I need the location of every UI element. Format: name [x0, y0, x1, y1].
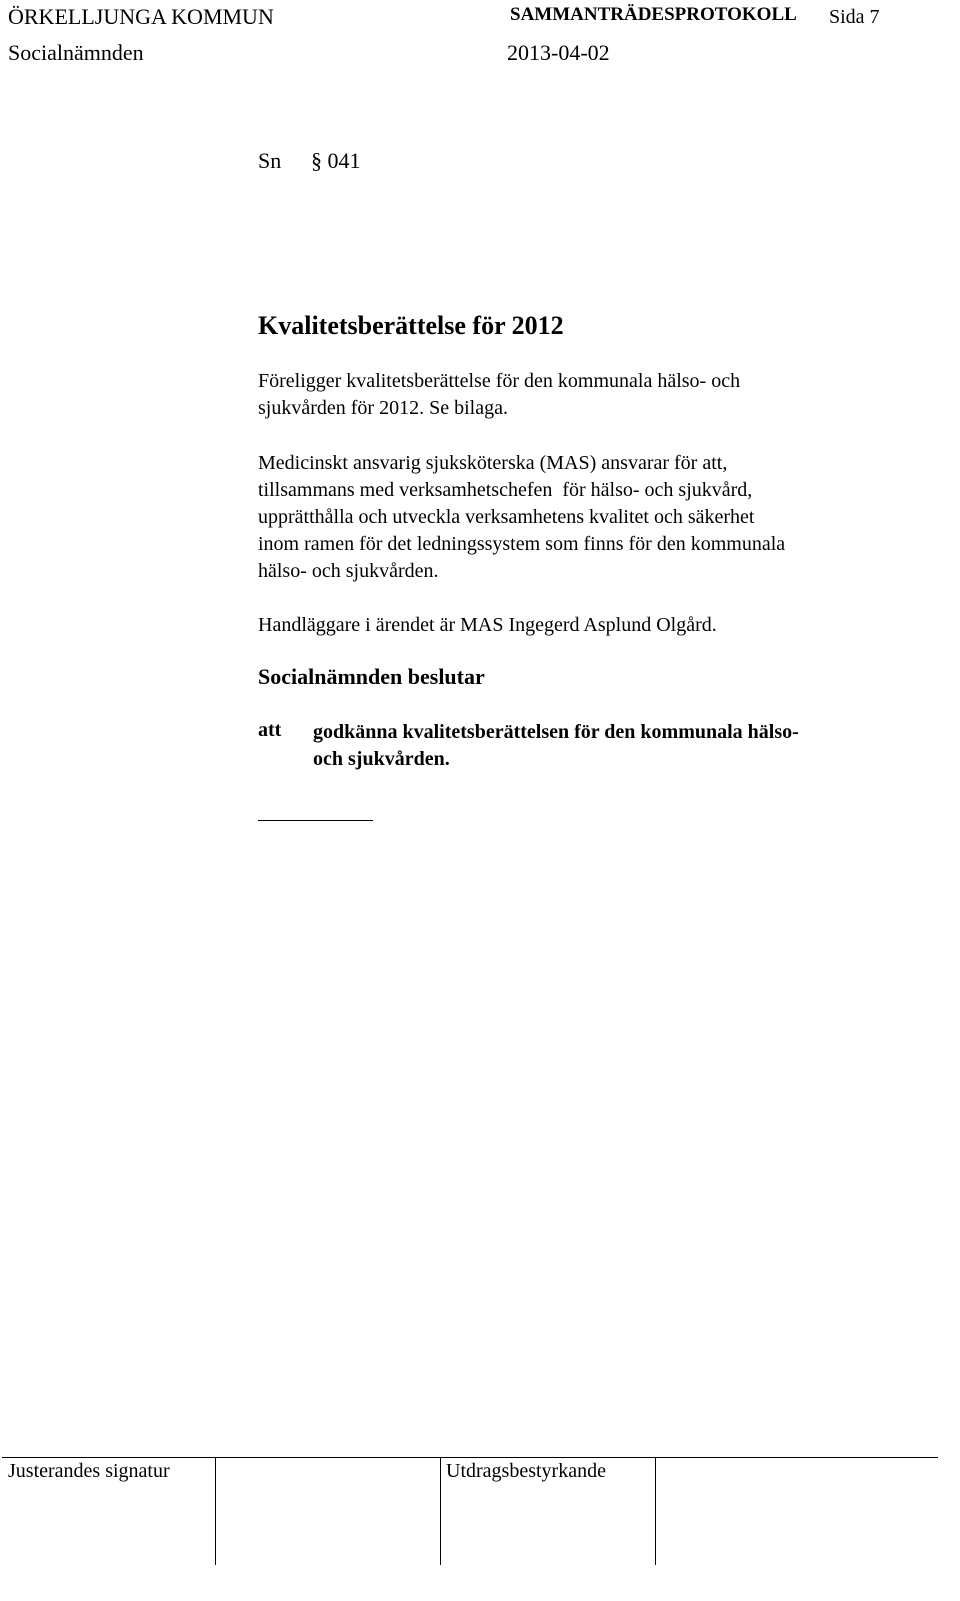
- section-prefix: Sn: [258, 148, 282, 173]
- responsibility-line: hälso- och sjukvården.: [258, 560, 439, 582]
- handler-line: Handläggare i ärendet är MAS Ingegerd Asplund Olgård.: [258, 614, 717, 636]
- signature-label: Justerandes signatur: [8, 1460, 170, 1482]
- responsibility-line: tillsammans med verksamhetschefen för hälso- och sjukvård,: [258, 479, 753, 501]
- page-number: Sida 7: [829, 6, 880, 28]
- extract-label: Utdragsbestyrkande: [446, 1460, 606, 1482]
- document-type: SAMMANTRÄDESPROTOKOLL: [510, 4, 797, 25]
- responsibility-line: inom ramen för det ledningssystem som finns för den kommunala: [258, 533, 786, 555]
- board-name: Socialnämnden: [8, 40, 144, 65]
- footer-top-rule: [2, 1457, 938, 1458]
- section-number: § 041: [311, 148, 361, 173]
- intro-line: sjukvården för 2012. Se bilaga.: [258, 397, 508, 419]
- footer-divider: [215, 1457, 216, 1565]
- footer-divider: [440, 1457, 441, 1565]
- meeting-date: 2013-04-02: [507, 40, 610, 65]
- intro-line: Föreligger kvalitetsberättelse för den kommunala hälso- och: [258, 370, 741, 392]
- intro-paragraph: [258, 368, 740, 422]
- decision-text: [313, 719, 799, 773]
- decision-lead: att: [258, 719, 282, 741]
- decision-line: godkänna kvalitetsberättelsen för den kommunala hälso-: [313, 721, 799, 743]
- responsibility-line: upprätthålla och utveckla verksamhetens kvalitet och säkerhet: [258, 506, 755, 528]
- responsibility-paragraph: [258, 450, 785, 585]
- decision-line: och sjukvården.: [313, 748, 450, 770]
- end-of-item-rule: [258, 820, 373, 821]
- organization-name: ÖRKELLJUNGA KOMMUN: [8, 4, 274, 29]
- handler-paragraph: [258, 612, 717, 639]
- responsibility-line: Medicinskt ansvarig sjuksköterska (MAS) ansvarar för att,: [258, 452, 728, 474]
- item-title: Kvalitetsberättelse för 2012: [258, 311, 564, 340]
- decision-heading: Socialnämnden beslutar: [258, 664, 485, 689]
- footer-divider: [655, 1457, 656, 1565]
